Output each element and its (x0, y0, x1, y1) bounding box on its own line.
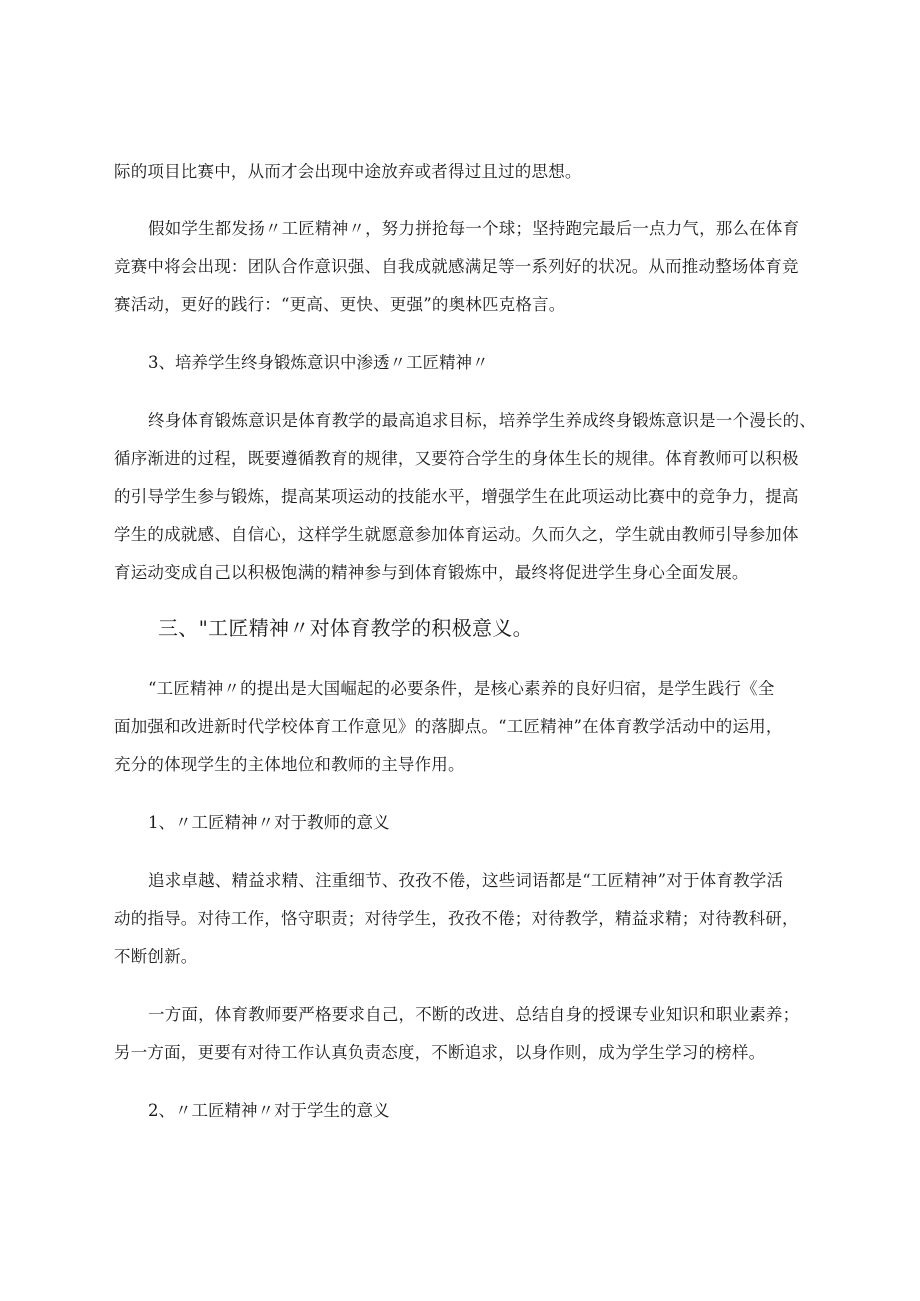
paragraph-3-line-3: 的引导学生参与锻炼，提高某项运动的技能水平，增强学生在此项运动比赛中的竞争力，提高 (114, 487, 799, 506)
subheading-1: 1、〃工匠精神〃对于教师的意义 (148, 813, 390, 832)
paragraph-3-line-5: 育运动变成自己以积极饱满的精神参与到体育锻炼中，最终将促进学生身心全面发展。 (114, 563, 749, 582)
paragraph-5-line-3: 不断创新。 (114, 947, 198, 966)
paragraph-continuation-line-1: 际的项目比赛中，从而才会出现中途放弃或者得过且过的思想。 (114, 162, 582, 181)
subheading-3: 3、培养学生终身锻炼意识中渗透〃工匠精神〃 (148, 353, 489, 372)
paragraph-5-line-1: 追求卓越、精益求精、注重细节、孜孜不倦，这些词语都是“工匠精神”对于体育教学活 (148, 871, 784, 890)
paragraph-6-line-2: 另一方面，更要有对待工作认真负责态度，不断追求，以身作则，成为学生学习的榜样。 (114, 1043, 766, 1062)
paragraph-3-line-2: 循序渐进的过程，既要遵循教育的规律，又要符合学生的身体生长的规律。体育教师可以积极 (114, 449, 799, 468)
paragraph-2-line-1: 假如学生都发扬〃工匠精神〃，努力拼抢每一个球；坚持跑完最后一点力气，那么在体育 (148, 219, 800, 238)
paragraph-3-line-1: 终身体育锻炼意识是体育教学的最高追求目标，培养学生养成终身锻炼意识是一个漫长的、 (148, 411, 816, 430)
paragraph-4-line-1: “工匠精神〃的提出是大国崛起的必要条件，是核心素养的良好归宿，是学生践行《全 (148, 679, 775, 698)
paragraph-2-line-3: 赛活动，更好的践行：“更高、更快、更强”的奥林匹克格言。 (114, 295, 566, 314)
paragraph-4-line-2: 面加强和改进新时代学校体育工作意见》的落脚点。“工匠精神”在体育教学活动中的运用， (114, 717, 783, 736)
subheading-2: 2、〃工匠精神〃对于学生的意义 (148, 1101, 390, 1120)
paragraph-6-line-1: 一方面，体育教师要严格要求自己，不断的改进、总结自身的授课专业知识和职业素养； (148, 1005, 800, 1024)
paragraph-2-line-2: 竞赛中将会出现：团队合作意识强、自我成就感满足等一系列好的状况。从而推动整场体育竞 (114, 257, 799, 276)
section-heading-3: 三、"工匠精神〃对体育教学的积极意义。 (158, 616, 533, 640)
paragraph-3-line-4: 学生的成就感、自信心，这样学生就愿意参加体育运动。久而久之，学生就由教师引导参加体 (114, 525, 799, 544)
paragraph-5-line-2: 动的指导。对待工作，恪守职责；对待学生，孜孜不倦；对待教学，精益求精；对待教科研， (114, 909, 799, 928)
paragraph-4-line-3: 充分的体现学生的主体地位和教师的主导作用。 (114, 755, 465, 774)
